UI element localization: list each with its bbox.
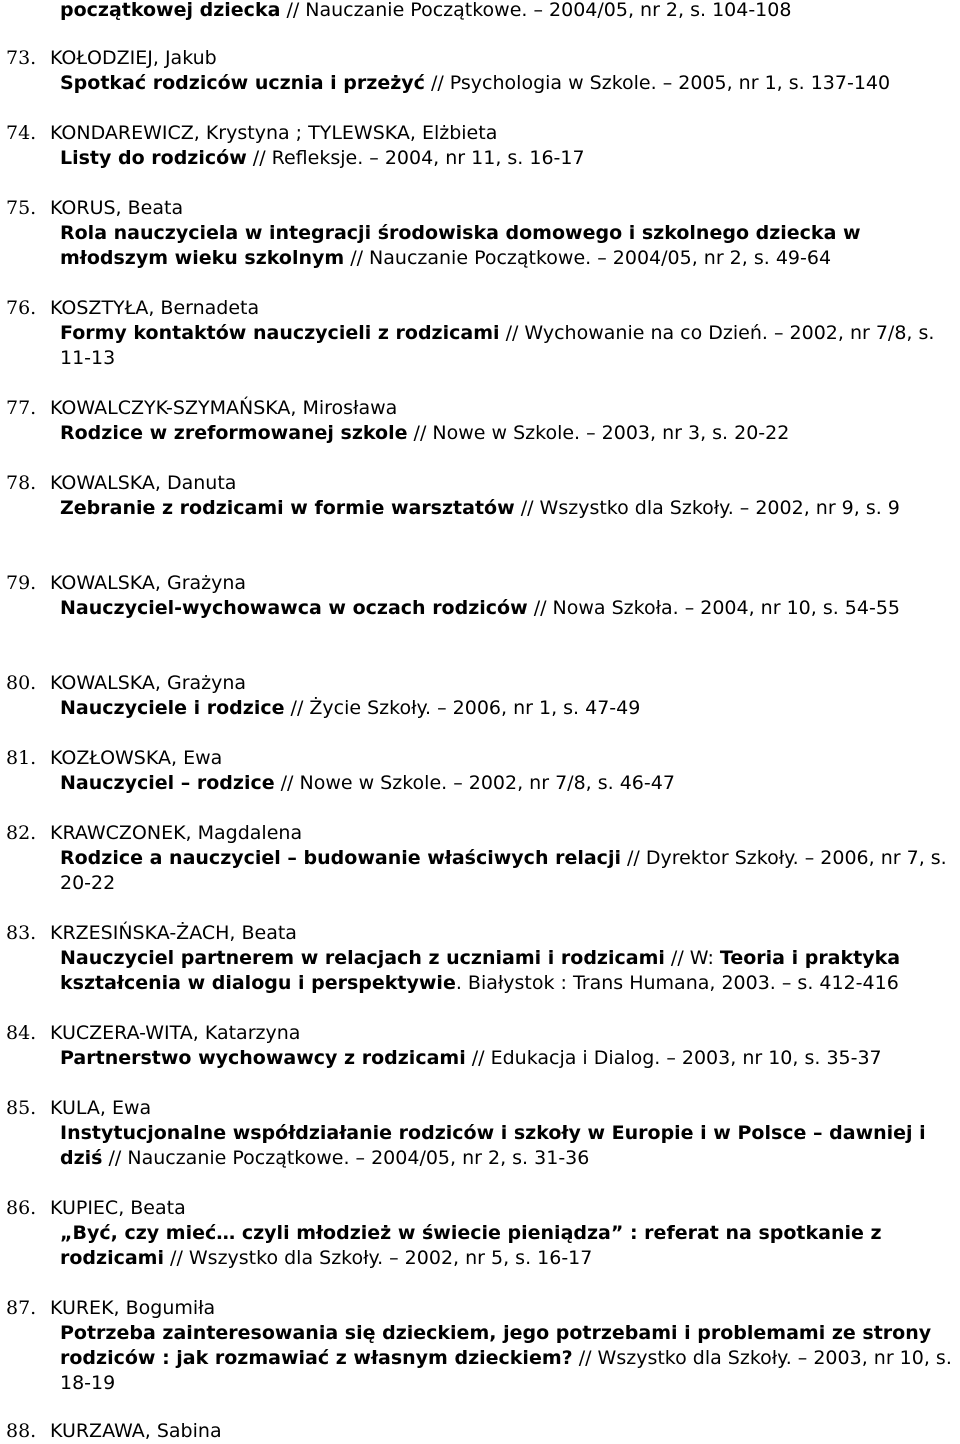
entry-author: KONDAREWICZ, Krystyna ; TYLEWSKA, Elżbieta bbox=[50, 122, 498, 144]
entry-description bbox=[60, 1221, 960, 1271]
entry-title: Partnerstwo wychowawcy z rodzicami bbox=[60, 1047, 466, 1069]
entry-source: // W: bbox=[664, 947, 720, 969]
entry-number: 80. bbox=[6, 672, 37, 694]
entry-title: Listy do rodziców bbox=[60, 147, 247, 169]
entry-source: // Edukacja i Dialog. – 2003, nr 10, s. 35-37 bbox=[465, 1047, 882, 1069]
entry-source: . Białystok : Trans Humana, 2003. – s. 412-416 bbox=[455, 972, 899, 994]
entry-source: // Wszystko dla Szkoły. – 2002, nr 5, s. 16-17 bbox=[164, 1247, 593, 1269]
entry-description bbox=[60, 696, 960, 721]
entry-title: Spotkać rodziców ucznia i przeżyć bbox=[60, 72, 425, 94]
entry-description bbox=[60, 946, 960, 996]
entry-description bbox=[60, 221, 960, 271]
entry-title: Nauczyciel-wychowawca w oczach rodziców bbox=[60, 597, 528, 619]
entry-source: // Nauczanie Początkowe. – 2004/05, nr 2, s. 104-108 bbox=[280, 0, 792, 21]
entry-number: 75. bbox=[6, 197, 37, 219]
entry-number: 77. bbox=[6, 397, 37, 419]
entry-description bbox=[60, 1046, 960, 1071]
entry-source: // Nowe w Szkole. – 2003, nr 3, s. 20-22 bbox=[407, 422, 790, 444]
entry-title: Rodzice w zreformowanej szkole bbox=[60, 422, 408, 444]
entry-source: // Nauczanie Początkowe. – 2004/05, nr 2, s. 31-36 bbox=[102, 1147, 590, 1169]
entry-author: KUREK, Bogumiła bbox=[50, 1297, 216, 1319]
entry-source: // Wszystko dla Szkoły. – 2002, nr 9, s. 9 bbox=[514, 497, 900, 519]
entry-number: 86. bbox=[6, 1197, 37, 1219]
entry-title: Potrzeba zainteresowania się dzieckiem, jego potrzebami i problemami ze strony rodziców : jak rozmawiać z własnym dzieckiem? bbox=[60, 1322, 932, 1369]
entry-number: 85. bbox=[6, 1097, 37, 1119]
entry-number: 78. bbox=[6, 472, 37, 494]
entry-number: 74. bbox=[6, 122, 37, 144]
entry-number: 81. bbox=[6, 747, 37, 769]
entry-author: KULA, Ewa bbox=[50, 1097, 152, 1119]
entry-author: KRZESIŃSKA-ŻACH, Beata bbox=[50, 922, 297, 944]
entry-description bbox=[60, 771, 960, 796]
entry-source: // Nowe w Szkole. – 2002, nr 7/8, s. 46-47 bbox=[274, 772, 675, 794]
entry-title: Formy kontaktów nauczycieli z rodzicami bbox=[60, 322, 500, 344]
entry-title: Zebranie z rodzicami w formie warsztatów bbox=[60, 497, 515, 519]
entry-title: Instytucjonalne współdziałanie rodziców i szkoły w Europie i w Polsce – dawniej i dziś bbox=[60, 1122, 926, 1169]
entry-title: Nauczyciel partnerem w relacjach z uczniami i rodzicami bbox=[60, 947, 665, 969]
entry-number: 88. bbox=[6, 1420, 37, 1442]
entry-title: początkowej dziecka bbox=[60, 0, 281, 21]
top-continuation-line bbox=[60, 0, 791, 22]
entry-description bbox=[60, 1121, 960, 1171]
entry-author: KOWALSKA, Grażyna bbox=[50, 572, 247, 594]
entry-source: // Nauczanie Początkowe. – 2004/05, nr 2, s. 49-64 bbox=[344, 247, 832, 269]
entry-title: Nauczyciele i rodzice bbox=[60, 697, 285, 719]
entry-title: Nauczyciel – rodzice bbox=[60, 772, 275, 794]
entry-number: 79. bbox=[6, 572, 37, 594]
entry-source: // Wychowanie na co Dzień. – 2002, nr 7/8, s. 11-13 bbox=[60, 322, 935, 369]
entry-description bbox=[60, 1321, 960, 1396]
entry-description bbox=[60, 421, 960, 446]
entry-number: 82. bbox=[6, 822, 37, 844]
entry-author: KUPIEC, Beata bbox=[50, 1197, 186, 1219]
entry-number: 76. bbox=[6, 297, 37, 319]
entry-author: KURZAWA, Sabina bbox=[50, 1420, 222, 1442]
entry-number: 87. bbox=[6, 1297, 37, 1319]
entry-number: 73. bbox=[6, 47, 37, 69]
entry-title: „Być, czy mieć… czyli młodzież w świecie pieniądza” : referat na spotkanie z rodzicami bbox=[60, 1222, 882, 1269]
entry-author: KOŁODZIEJ, Jakub bbox=[50, 47, 217, 69]
entry-number: 84. bbox=[6, 1022, 37, 1044]
entry-author: KOSZTYŁA, Bernadeta bbox=[50, 297, 260, 319]
entry-author: KOWALCZYK-SZYMAŃSKA, Mirosława bbox=[50, 397, 398, 419]
entry-source: // Psychologia w Szkole. – 2005, nr 1, s. 137-140 bbox=[424, 72, 891, 94]
entry-description bbox=[60, 71, 960, 96]
entry-author: KRAWCZONEK, Magdalena bbox=[50, 822, 303, 844]
entry-source: // Refleksje. – 2004, nr 11, s. 16-17 bbox=[246, 147, 585, 169]
entry-description bbox=[60, 496, 960, 521]
entry-description bbox=[60, 846, 960, 896]
entry-author: KOZŁOWSKA, Ewa bbox=[50, 747, 223, 769]
entry-source: // Wszystko dla Szkoły. – 2003, nr 10, s. 18-19 bbox=[60, 1347, 952, 1394]
entry-description bbox=[60, 321, 960, 371]
entry-title: Rodzice a nauczyciel – budowanie właściwych relacji bbox=[60, 847, 621, 869]
entry-collection-title: Teoria i praktyka kształcenia w dialogu i perspektywie bbox=[60, 947, 901, 994]
entry-source: // Życie Szkoły. – 2006, nr 1, s. 47-49 bbox=[284, 697, 641, 719]
entry-source: // Dyrektor Szkoły. – 2006, nr 7, s. 20-22 bbox=[60, 847, 947, 894]
entry-title: Rola nauczyciela w integracji środowiska domowego i szkolnego dziecka w młodszym wieku szkolnym bbox=[60, 222, 861, 269]
entry-source: // Nowa Szkoła. – 2004, nr 10, s. 54-55 bbox=[527, 597, 901, 619]
entry-author: KOWALSKA, Grażyna bbox=[50, 672, 247, 694]
entry-description bbox=[60, 596, 960, 621]
entry-author: KORUS, Beata bbox=[50, 197, 184, 219]
entry-author: KUCZERA-WITA, Katarzyna bbox=[50, 1022, 301, 1044]
entry-description bbox=[60, 146, 960, 171]
entry-author: KOWALSKA, Danuta bbox=[50, 472, 237, 494]
entry-number: 83. bbox=[6, 922, 37, 944]
